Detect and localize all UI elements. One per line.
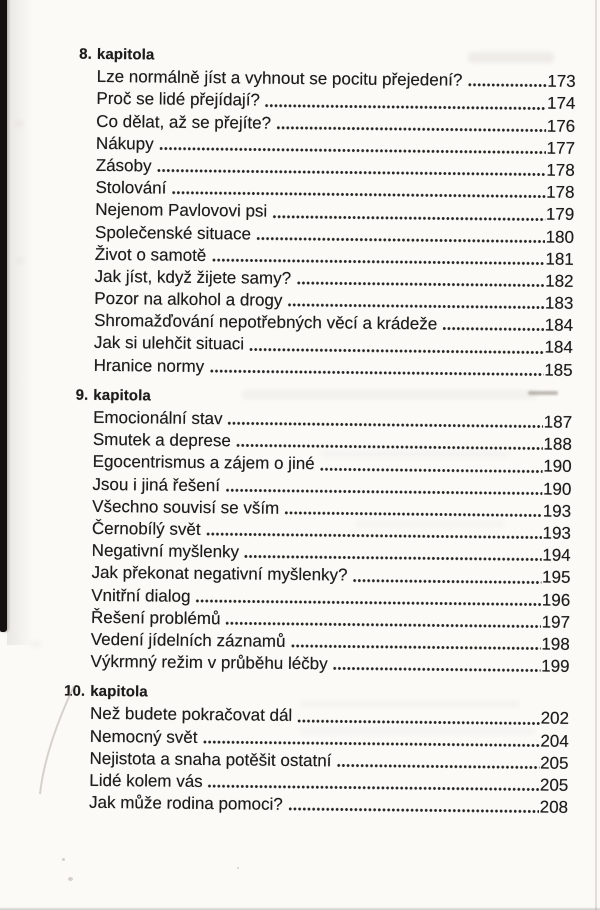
toc-entry-title: Nákupy — [95, 133, 154, 154]
toc-entry-page: 180 — [545, 227, 575, 247]
dotted-leader — [442, 326, 544, 333]
margin-smudge — [30, 641, 42, 647]
dotted-leader — [195, 598, 540, 608]
toc-entry-title: Pozor na alkohol a drogy — [94, 288, 283, 310]
dotted-leader — [227, 420, 542, 429]
dotted-leader — [276, 124, 546, 133]
toc-entry-title: Jak si ulehčit situaci — [93, 333, 245, 354]
toc-entry-page: 174 — [546, 93, 576, 114]
toc-entry-title: Zásoby — [95, 155, 152, 176]
dotted-leader — [352, 577, 541, 585]
chapter-number: 10. — [64, 682, 86, 701]
toc-entry-page: 205 — [540, 753, 569, 773]
toc-entry-page: 198 — [541, 634, 570, 654]
toc-entry-page: 205 — [539, 775, 569, 795]
toc-entry-title: Řešení problémů — [90, 607, 221, 628]
margin-smudge — [16, 258, 25, 264]
toc-entry-page: 204 — [540, 731, 569, 751]
toc-entry-title: Co dělat, až se přejíte? — [96, 111, 272, 133]
toc-entry-page: 195 — [541, 567, 571, 588]
toc-entry-page: 193 — [542, 523, 572, 543]
dotted-leader — [287, 302, 544, 311]
dotted-leader — [202, 739, 539, 749]
toc-entry-page: 179 — [545, 204, 575, 225]
dotted-leader — [209, 368, 543, 377]
toc-entry-title: Emocionální stav — [93, 407, 223, 429]
dotted-leader — [206, 531, 542, 541]
toc-entry-page: 173 — [547, 71, 576, 92]
toc-entry-title: Smutek a deprese — [92, 430, 231, 451]
bleedthrough-smudge — [300, 700, 520, 708]
toc-entry-title: Lze normálně jíst a vyhnout se pocitu přejedení? — [96, 67, 463, 90]
dotted-leader — [467, 82, 546, 89]
toc-entry — [94, 354, 573, 381]
toc-entry-title: Vedení jídelních záznamů — [90, 629, 286, 651]
scan-speck — [237, 867, 239, 869]
toc-entry-page: 187 — [543, 412, 573, 432]
chapter-number: 8. — [79, 45, 93, 63]
dotted-leader — [320, 466, 543, 474]
chapter-number: 9. — [75, 386, 89, 404]
toc-entry-page: 181 — [545, 249, 574, 269]
toc-entry-page: 184 — [544, 338, 573, 358]
bleedthrough-smudge — [300, 727, 535, 735]
toc-entry-page: 196 — [541, 590, 571, 610]
toc-entry-page: 184 — [544, 315, 574, 336]
toc-entry-title: Společenské situace — [94, 222, 252, 243]
toc-entry-page: 208 — [539, 797, 569, 818]
toc-entry-title: Vnitřní dialog — [91, 585, 191, 606]
toc-entry-title: Shromažďování nepotřebných věcí a krádeže — [94, 311, 438, 334]
toc-entry — [90, 651, 569, 678]
toc-entry-page: 178 — [546, 182, 575, 203]
dotted-leader — [225, 487, 542, 496]
dotted-leader — [171, 190, 545, 200]
chapter-label: kapitola — [96, 45, 155, 64]
dotted-leader — [265, 102, 546, 111]
toc-entry — [89, 792, 568, 819]
toc-entry-title: Život o samotě — [94, 244, 207, 265]
toc-entry-page: 194 — [542, 545, 571, 565]
chapter-section — [79, 44, 576, 382]
dotted-leader — [290, 643, 540, 652]
dotted-leader — [284, 510, 542, 519]
toc-entry-title: Nejenom Pavlovovi psi — [95, 200, 268, 221]
toc-entry-title: Lidé kolem vás — [89, 770, 203, 792]
dotted-leader — [208, 783, 539, 792]
toc-entry-page: 190 — [543, 456, 572, 477]
dotted-leader — [272, 213, 545, 222]
dotted-leader — [297, 718, 539, 727]
chapter-section — [75, 385, 573, 678]
scan-speck — [68, 877, 73, 881]
toc-entry-title: Jsou i jiná řešení — [92, 474, 221, 495]
dotted-leader — [225, 620, 540, 629]
toc-entry-page: 177 — [546, 138, 576, 158]
toc-entry-page: 185 — [544, 360, 573, 380]
bleedthrough-smudge — [355, 520, 505, 528]
toc-entry-title: Stolování — [95, 177, 167, 198]
pencil-mark — [28, 672, 98, 806]
toc-entry-title: Jak může rodina pomoci? — [88, 793, 283, 815]
toc-entry-page: 183 — [544, 293, 574, 313]
toc-entry-page: 199 — [541, 656, 570, 676]
bleedthrough-smudge — [528, 391, 558, 395]
bleedthrough-smudge — [320, 450, 510, 458]
toc-entry-title: Nejistota a snaha potěšit ostatní — [89, 748, 332, 771]
dotted-leader — [288, 806, 539, 815]
toc-entry-page: 202 — [540, 709, 570, 729]
toc-entry-title: Nemocný svět — [89, 726, 198, 747]
toc-entry-page: 197 — [541, 612, 571, 632]
toc-entry-page: 178 — [546, 160, 575, 180]
chapter-label: kapitola — [90, 683, 148, 701]
toc-entry-page: 190 — [542, 479, 572, 499]
toc-entry-title: Hranice normy — [93, 355, 205, 376]
toc-entry-page: 176 — [546, 116, 576, 136]
bleedthrough-smudge — [242, 390, 538, 399]
bleedthrough-smudge — [468, 52, 554, 63]
toc-entry-title: Výkrmný režim v průběhu léčby — [90, 651, 328, 674]
dotted-leader — [159, 145, 546, 155]
toc-entry-title: Černobílý svět — [91, 518, 201, 539]
dotted-leader — [333, 666, 541, 674]
dotted-leader — [249, 346, 543, 355]
dotted-leader — [156, 168, 545, 178]
scan-speck — [62, 858, 65, 861]
dotted-leader — [296, 280, 544, 289]
toc-entry-page: 193 — [542, 501, 572, 521]
margin-smudge — [14, 120, 24, 127]
toc-entry-title: Všechno souvisí se vším — [92, 496, 280, 518]
toc-entry-page: 188 — [543, 434, 572, 455]
toc-entry-title: Jak jíst, když žijete samy? — [94, 266, 292, 288]
dotted-leader — [336, 762, 539, 770]
toc-entry-title: Proč se lidé přejídají? — [96, 89, 261, 110]
dotted-leader — [211, 257, 544, 266]
dotted-leader — [244, 554, 541, 563]
toc-entry-page: 182 — [545, 271, 574, 291]
chapter-label: kapitola — [93, 386, 151, 405]
toc-entry-title: Egocentrismus a zájem o jiné — [92, 452, 315, 474]
toc-entry-title: Negativní myšlenky — [91, 540, 240, 562]
toc-entry-title: Jak překonat negativní myšlenky? — [91, 563, 348, 585]
dotted-leader — [256, 235, 545, 244]
toc-entry-title: Než budete pokračovat dál — [89, 704, 293, 726]
